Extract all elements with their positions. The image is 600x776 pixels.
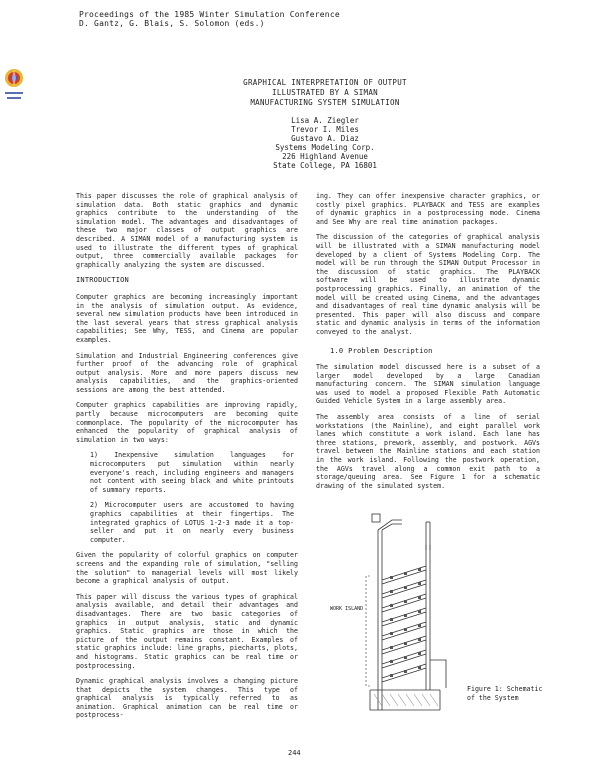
editors-line: D. Gantz, G. Blais, S. Solomon (eds.): [79, 19, 265, 28]
paper-title-line-2: ILLUSTRATED BY A SIMAN: [272, 88, 378, 97]
conference-seal-icon: [2, 66, 26, 112]
work-island-label: WORK ISLAND: [330, 606, 364, 612]
paragraph: This paper will discuss the various types of graphical analysis available, and detail their advantages and disadvantages. There are two basic categories of graphics in output analysis, static and dynamic graphics. Static graphics are those in which the picture of the output remains constant. Examples of static graphics include: line graphs, piecharts, plots, and histograms. Static graphics can be real time or postprocessing.: [76, 592, 298, 670]
paragraph: The discussion of the categories of graphical analysis will be illustrated with a SIMAN manufacturing model developed by a client of Systems Modeling Corp. The model will be run through the SIMAN Output Processor in the discussion of static graphics. The PLAYBACK software will be used to illustrate dynamic postprocessing graphics. Finally, an animation of the model will be created using Cinema, and the advantages and disadvantages of real time dynamic analysis will be presented. This paper will also discuss and compare static and dynamic analysis in terms of the information conveyed to the analyst.: [316, 233, 540, 336]
figure-1-schematic: [330, 510, 470, 720]
paragraph: The assembly area consists of a line of serial workstations (the Mainline), and eight parallel work lanes which constitute a work island. Each lane has three stations, prework, assembly, and postwork. AGVs travel between the Mainline stations and each station in the work island. Following the postwork operation, the AGVs travel along a common exit path to a storage/queuing area. See Figure 1 for a schematic drawing of the simulated system.: [316, 413, 540, 490]
author-3: Gustavo A. Diaz: [291, 134, 359, 143]
proceedings-title: Proceedings of the 1985 Winter Simulation Conference: [79, 10, 340, 19]
list-item: 1) Inexpensive simulation languages for microcomputers put simulation within nearly everyone's reach, including engineers and managers not content with seeing black and white printouts of summary reports.: [90, 451, 294, 494]
left-column: [76, 192, 298, 727]
paragraph: ing. They can offer inexpensive character graphics, or costly pixel graphics. PLAYBACK and TESS are examples of dynamic graphics in a postprocessing mode. Cinema and See Why are real time animation packages.: [316, 192, 540, 226]
paragraph: Dynamic graphical analysis involves a changing picture that depicts the system changes. This type of graphical analysis is typically referred to as animation. Graphical animation can be real time or postprocess-: [76, 677, 298, 720]
paper-title-line-3: MANUFACTURING SYSTEM SIMULATION: [250, 98, 400, 107]
paper-title-line-1: GRAPHICAL INTERPRETATION OF OUTPUT: [243, 78, 407, 87]
section-heading-problem-description: 1.0 Problem Description: [330, 346, 433, 355]
affiliation-city: State College, PA 16801: [273, 161, 377, 170]
list-item: 2) Microcomputer users are accustomed to having graphics capabilities at their fingertips. The integrated graphics of LOTUS 1-2-3 made it a top-seller and put it on nearly every business computer.: [90, 501, 294, 544]
paragraph: Simulation and Industrial Engineering conferences give further proof of the advancing role of graphical output analysis. More and more papers discuss new analysis capabilities, and the graphics-oriented sessions are among the best attended.: [76, 351, 298, 394]
page-number: 244: [288, 749, 301, 757]
paragraph: The simulation model discussed here is a subset of a larger model developed by a large Canadian manufacturing concern. The SIMAN simulation language was used to model a proposed Flexible Path Automatic Guided Vehicle System in a large assembly area.: [316, 363, 540, 406]
figure-caption: Figure 1: Schematic of the System: [467, 685, 543, 702]
paragraph: Given the popularity of colorful graphics on computer screens and the expanding role of simulation, "selling the solution" to managerial levels will most likely become a graphical analysis of output.: [76, 551, 298, 586]
right-column: [316, 192, 540, 497]
paragraph: Computer graphics are becoming increasingly important in the analysis of simulation output. As evidence, several new simulation products have been introduced in the last several years that stress graphical analysis capabilities; See Why, TESS, and Cinema are popular examples.: [76, 292, 298, 344]
paragraph: Computer graphics capabilities are improving rapidly, partly because microcomputers are becoming quite commonplace. The popularity of the microcomputer has enhanced the popularity of graphical analysis of simulation in two ways:: [76, 401, 298, 444]
affiliation-org: Systems Modeling Corp.: [275, 143, 375, 152]
abstract: This paper discusses the role of graphical analysis of simulation data. Both static graphics and dynamic graphics contribute to the understanding of the simulation model. The advantages and disadvantages of these two major classes of output graphics are described. A SIMAN model of a manufacturing system is used to illustrate the different types of graphical output, three commercially available packages for graphically analyzing the system are discussed.: [76, 192, 298, 269]
section-heading-introduction: INTRODUCTION: [76, 276, 129, 285]
author-2: Trevor I. Miles: [291, 125, 359, 134]
author-1: Lisa A. Ziegler: [291, 116, 359, 125]
affiliation-street: 226 Highland Avenue: [282, 152, 368, 161]
